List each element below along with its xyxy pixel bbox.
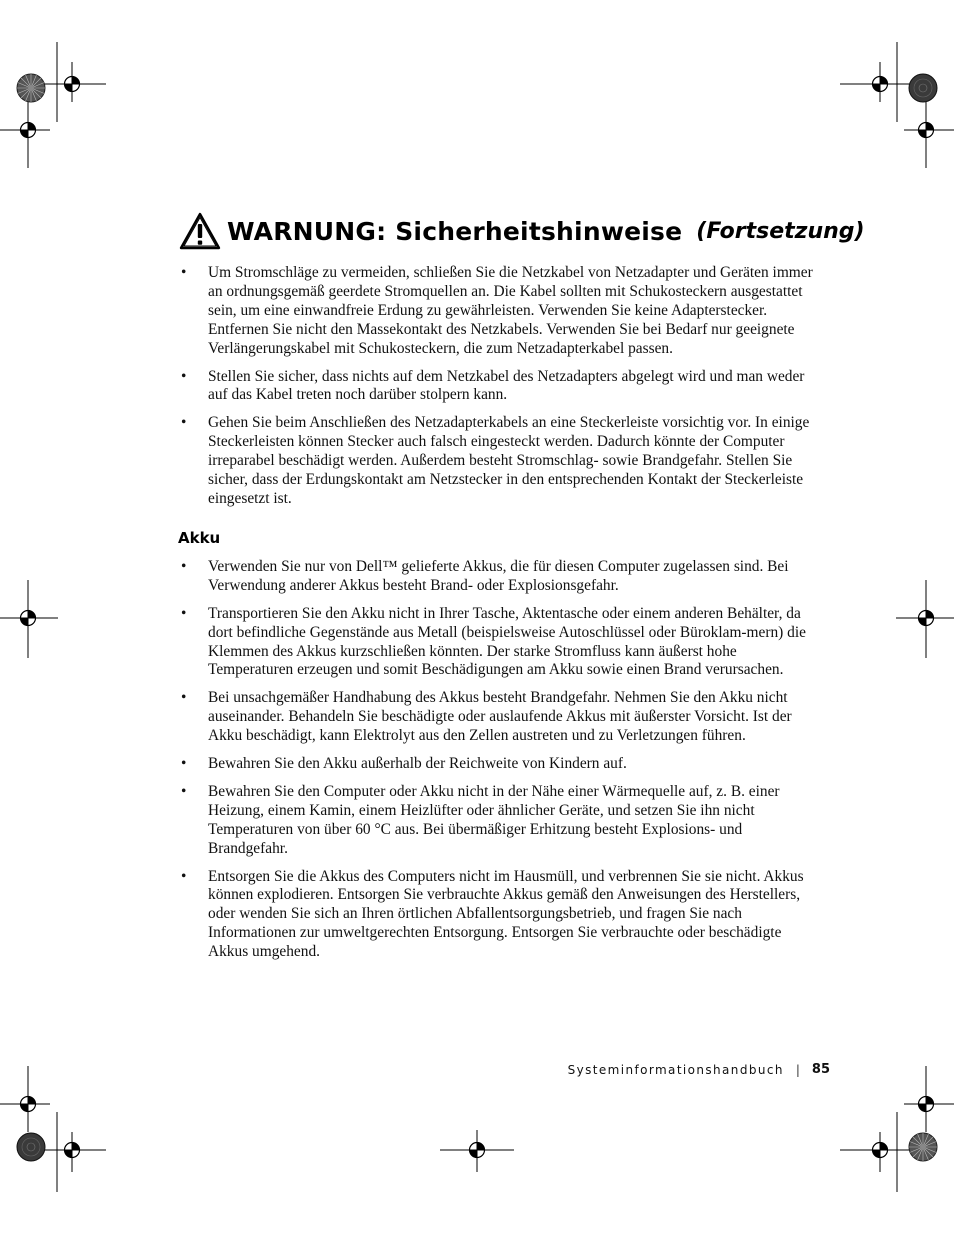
- footer-title: Systeminformationshandbuch: [567, 1062, 784, 1077]
- bullet: •: [181, 414, 187, 432]
- page-number: 85: [811, 1062, 830, 1077]
- bullet: •: [181, 782, 187, 800]
- page-content: [178, 264, 820, 971]
- page-footer: [568, 1062, 830, 1077]
- list-item: • Bei unsachgemäßer Handhabung des Akkus besteht Brandgefahr. Nehmen Sie den Akku nicht auseinander. Behandeln Sie beschädigte oder auslaufende Akkus mit äußerster Vorsicht. Ist der Akku beschädigt, kann Elektrolyt aus den Zellen austreten und zu Verletzungen führen.: [181, 689, 792, 745]
- heading-title: WARNUNG: Sicherheitshinweise: [227, 216, 683, 246]
- heading-continued: (Fortsetzung): [696, 218, 865, 244]
- footer-separator: |: [795, 1062, 800, 1077]
- bullet: •: [181, 264, 187, 281]
- list-item: • Stellen Sie sicher, dass nichts auf dem Netzkabel des Netzadapters abgelegt wird und man weder auf das Kabel treten noch darüber stolpern kann.: [181, 367, 805, 404]
- warning-triangle-icon: [179, 212, 221, 250]
- bullet: •: [181, 557, 187, 575]
- bullet: •: [181, 755, 187, 773]
- bullet: •: [181, 604, 187, 622]
- battery-safety-list: [178, 558, 820, 962]
- bullet: •: [181, 367, 187, 385]
- list-item: • Gehen Sie beim Anschließen des Netzadapterkabels an eine Steckerleiste vorsichtig vor. In einige Steckerleisten können Stecker auch falsch eingesteckt werden. Dadurch könnte der Computer irreparabel beschädigt werden. Außerdem besteht Stromschlag- sowie Brandgefahr. Stellen Sie sicher, dass der Erdungskontakt am Netzstecker in den entsprechenden Kontakt der Steckerleiste eingesetzt ist.: [181, 414, 810, 507]
- section-heading: [179, 212, 865, 250]
- bullet: •: [181, 689, 187, 707]
- power-safety-list: [178, 264, 820, 509]
- list-item: • Um Stromschläge zu vermeiden, schließen Sie die Netzkabel von Netzadapter und Geräten immer an ordnungsgemäß geerdete Stromquellen an. Die Kabel sollten mit Schukosteckern ausgestattet sein, um eine einwandfreie Erdung zu gewährleisten. Verwenden Sie keine Adapterstecker. Entfernen Sie nicht den Massekontakt des Netzkabels. Verwenden Sie bei Bedarf nur geeignete Verlängerungskabel mit Schukosteckern, die zum Netzadapterkabel passen.: [181, 264, 813, 357]
- subsection-title-akku: Akku: [178, 528, 221, 547]
- list-item: • Entsorgen Sie die Akkus des Computers nicht im Hausmüll, und verbrennen Sie sie nicht. Akkus können explodieren. Entsorgen Sie verbrauchte Akkus gemäß den Anweisungen des Herstellers, oder wenden Sie sich an Ihren örtlichen Abfallentsorgungsbetrieb, und fragen Sie nach Informationen zur umweltgerechten Entsorgung. Entsorgen Sie verbrauchte oder beschädigte Akkus umgehend.: [181, 867, 804, 961]
- list-item: • Bewahren Sie den Akku außerhalb der Reichweite von Kindern auf.: [181, 755, 627, 773]
- list-item: • Transportieren Sie den Akku nicht in Ihrer Tasche, Aktentasche oder einem anderen Behälter, da dort befindliche Gegenstände aus Metall (beispielsweise Autoschlüssel oder Büroklam-mern) die Klemmen des Akkus kurzschließen könnten. Der starke Stromfluss kann äußerst hohe Temperaturen erzeugen und somit Beschädigungen am Akku sowie einen Brand verursachen.: [181, 604, 806, 679]
- list-item: • Bewahren Sie den Computer oder Akku nicht in der Nähe einer Wärmequelle auf, z. B. einer Heizung, einem Kamin, einem Heizlüfter oder ähnlicher Geräte, und setzen Sie ihn nicht Temperaturen von über 60 °C aus. Bei übermäßiger Erhitzung besteht Explosions- und Brandgefahr.: [181, 782, 780, 857]
- bullet: •: [181, 867, 187, 885]
- list-item: • Verwenden Sie nur von Dell™ gelieferte Akkus, die für diesen Computer zugelassen sind. Bei Verwendung anderer Akkus besteht Brand- oder Explosionsgefahr.: [181, 557, 789, 594]
